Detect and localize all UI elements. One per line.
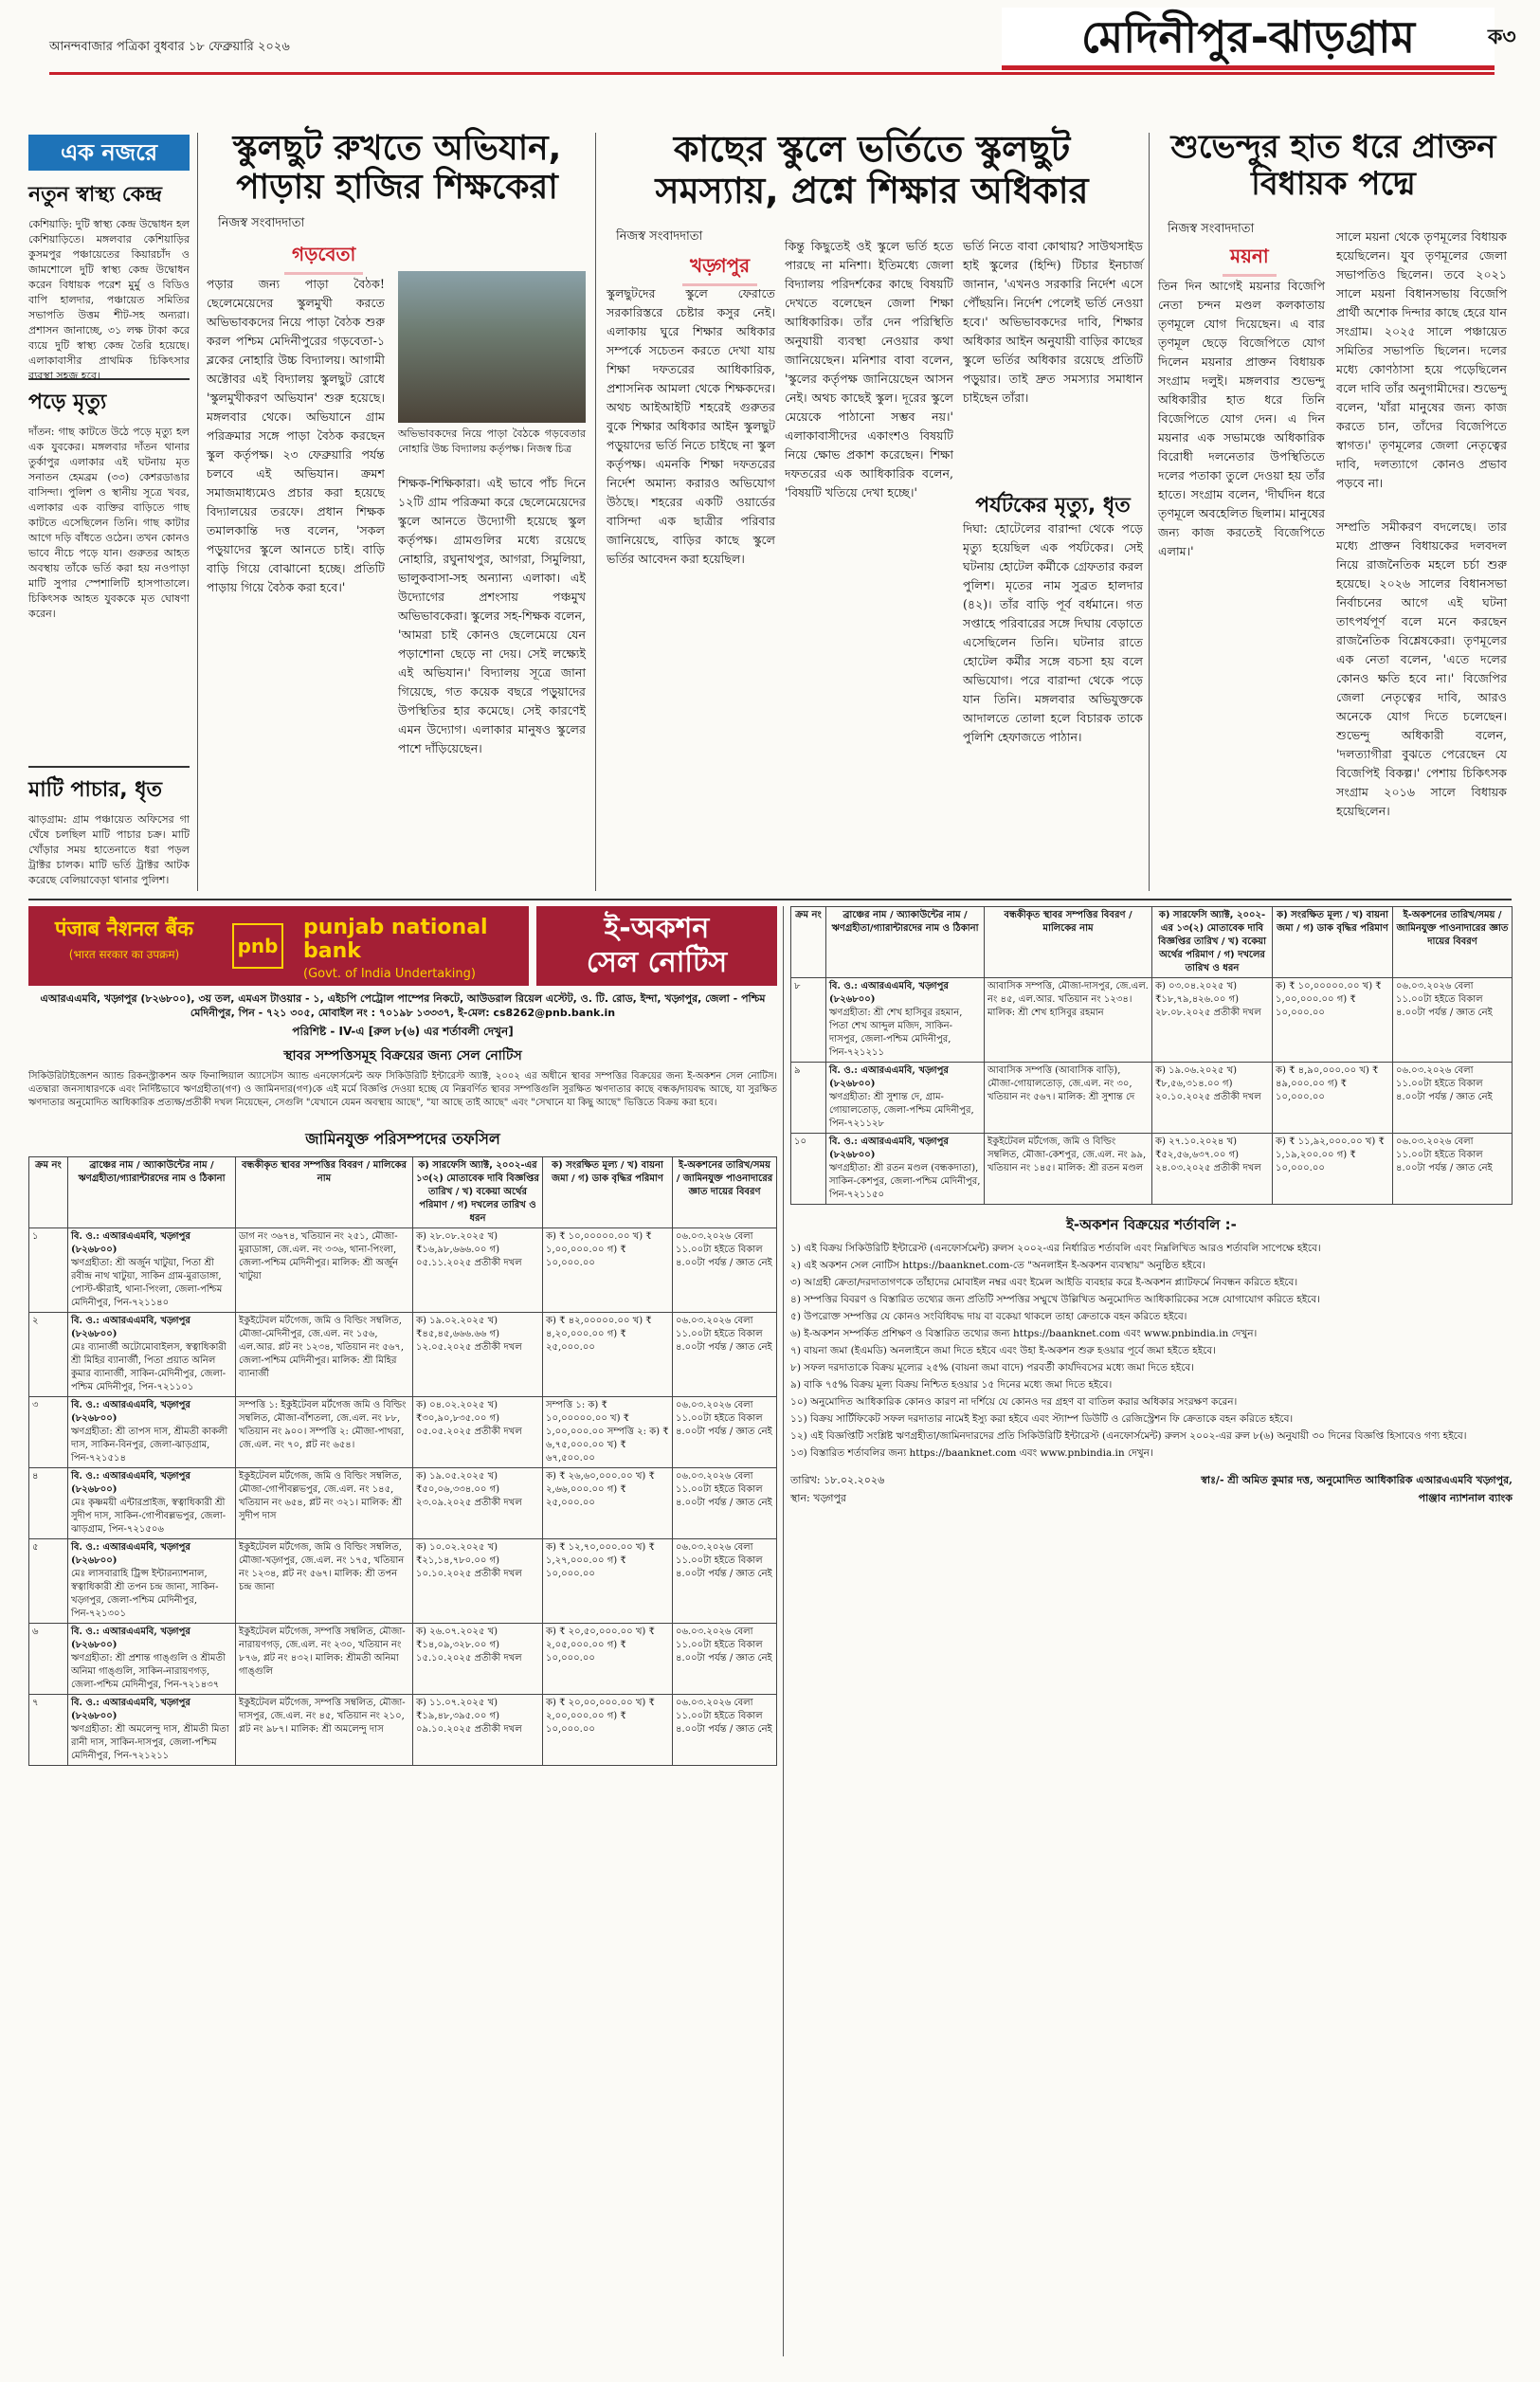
cell-serial: ৯ — [791, 1063, 826, 1134]
cell-property: আবাসিক সম্পত্তি (আবাসিক বাড়ি), মৌজা-গোয়ালতোড়, জে.এল. নং ৩০, খতিয়ান নং ৫৬৭। মালিক: শ্রী সুশান্ত দে — [985, 1063, 1152, 1134]
cell-borrower — [68, 1397, 236, 1468]
ad-sale-heading: স্থাবর সম্পত্তিসমূহ বিক্রয়ের জন্য সেল নোটিস — [283, 1048, 522, 1064]
terms-item: ১১) বিক্রয় সার্টিফিকেট সফল দরদাতার নামেই ইস্যু করা হইবে এবং স্ট্যাম্প ডিউটি ও রেজিস্ট্রেশন ফি ক্রেতাকে বহন করিতে হইবে। — [790, 1413, 1294, 1425]
cell-borrower-text: ঋণগ্রহীতা: শ্রী অমলেন্দু দাস, শ্রীমতী মিতা রানী দাস, সাকিন-দাসপুর, জেলা-পশ্চিম মেদিনীপুর, পিন-৭২১২১১ — [71, 1724, 229, 1761]
terms-item: ৫) উপরোক্ত সম্পত্তির যে কোনও সংবিধিবদ্ধ দায় বা বকেয়া থাকলে তাহা ক্রেতাকে বহন করিতে হইবে। — [790, 1311, 1187, 1322]
cell-auction: ০৬.০৩.২০২৬ বেলা ১১.০০টা হইতে বিকাল ৪.০০টা পর্যন্ত / জ্ঞাত নেই — [673, 1228, 777, 1313]
table-row — [29, 1228, 777, 1313]
cell-dates: ক) ১৯.০২.২০২৫ খ) ₹৪৫,৪৫,৬৬৬.৬৬ গ) ১২.০৫.২০২৫ প্রতীকী দখল — [413, 1313, 543, 1397]
ad-footer — [790, 1472, 1513, 1508]
cell-dates: ক) ২৬.০৭.২০২৫ খ) ₹১৪,০৯,৩২৮.০০ গ) ১৫.১০.২০২৫ প্রতীকী দখল — [413, 1624, 543, 1695]
cell-branch: বি. ও.: এআরএএমবি, খড়্গপুর (৮২৬৮০০) — [71, 1698, 190, 1721]
cell-dates: ক) ১৯.০৫.২০২৫ খ) ₹৫০,০৬,৩৩৪.০০ গ) ২৩.০৯.২০২৫ প্রতীকী দখল — [413, 1468, 543, 1539]
bank-tagline-hindi: (भारत सरकार का उपक्रम) — [68, 948, 180, 961]
ad-date: তারিখ: ১৮.০২.২০২৬ — [790, 1474, 885, 1486]
cell-branch: বি. ও.: এআরএএমবি, খড়্গপুর (৮২৬৮০০) — [829, 1065, 949, 1089]
story3-byline: নিজস্ব সংবাদদাতা — [1168, 222, 1255, 236]
cell-price: ক) ₹ ৪,৯০,০০০.০০ খ) ₹ ৪৯,০০০.০০ গ) ₹ ১০,০০০.০০ — [1273, 1063, 1393, 1134]
table-row — [29, 1397, 777, 1468]
cell-auction: ০৬.০৩.২০২৬ বেলা ১১.০০টা হইতে বিকাল ৪.০০টা পর্যন্ত / জ্ঞাত নেই — [673, 1539, 777, 1624]
cell-auction: ০৬.০৩.২০২৬ বেলা ১১.০০টা হইতে বিকাল ৪.০০টা পর্যন্ত / জ্ঞাত নেই — [673, 1313, 777, 1397]
sidebar-heading-1: নতুন স্বাস্থ্য কেন্দ্র — [28, 183, 162, 207]
story1-location-wrap — [284, 241, 363, 275]
table-row — [791, 978, 1513, 1063]
cell-borrower-text: মেঃ কৃষ্ণময়ী এন্টারপ্রাইজ, স্বত্বাধিকারী শ্রী সুদীপ দাস, সাকিন-গোপীবল্লভপুর, জেলা-ঝাড়গ্রাম, পিন-৭২১৫০৬ — [71, 1498, 226, 1535]
schedule-title: জামিনযুক্ত পরিসম্পদের তফসিল — [305, 1130, 500, 1148]
cell-serial: ২ — [29, 1313, 68, 1397]
table-header-row — [29, 1157, 777, 1228]
story1-column-a: পড়ার জন্য পাড়া বৈঠক! ছেলেমেয়েদের স্কুলমুখী করতে অভিভাবকদের নিয়ে পাড়া বৈঠক শুরু করল পশ্চিম মেদিনীপুরের গড়বেতা-১ ব্লকের নোহারি উচ্চ বিদ্যালয়। আগামী অক্টোবর এই বিদ্যালয় স্কুলছুট রোধে 'স্কুলমুখীকরণ অভিযান' শুরু হয়েছে। মঙ্গলবার থেকে। অভিযানে গ্রাম পরিক্রমার সঙ্গে পাড়া বৈঠক করছেন স্কুল কর্তৃপক্ষ। ২৩ ফেব্রুয়ারি পর্যন্ত চলবে এই অভিযান। ক্রমশ সমাজমাধ্যমেও প্রচার করা হয়েছে বিদ্যালয়ের তরফে। প্রধান শিক্ষক তমালকান্তি দত্ত বলেন, 'সকল পড়ুয়াদের স্কুলে আনতে চাই। বাড়ি বাড়ি গিয়ে বোঝানো হচ্ছে। প্রতিটি পাড়ায় গিয়ে বৈঠক করা হবে।' — [207, 277, 385, 594]
story2-location-wrap — [682, 252, 757, 286]
col-header-serial: ক্রম নং — [791, 907, 826, 978]
cell-property: ইকুইটেবল মর্টগেজ, জমি ও বিল্ডিং সম্বলিত, মৌজা-খড়্গপুর, জে.এল. নং ১৭৫, খতিয়ান নং ১২৩৪, প্লট নং ৫৬৭। মালিক: শ্রী তপন চন্দ্র জানা — [236, 1539, 413, 1624]
story2-location: খড়্গপুর — [682, 252, 757, 286]
cell-borrower-text: ঋণগ্রহীতা: শ্রী শেখ হাসিবুর রহমান, পিতা শেখ আব্দুল মজিদ, সাকিন-দাসপুর, জেলা-পশ্চিম মেদিনীপুর, পিন-৭২১২১১ — [829, 1008, 963, 1058]
cell-property: ইকুইটেবল মর্টগেজ, জমি ও বিল্ডিং সম্বলিত, মৌজা-গোপীবল্লভপুর, জে.এল. নং ১৪৫, খতিয়ান নং ৬৫৪, প্লট নং ৩২১। মালিক: শ্রী সুদীপ দাস — [236, 1468, 413, 1539]
cell-price: ক) ₹ ১২,৭০,০০০.০০ খ) ₹ ১,২৭,০০০.০০ গ) ₹ ১০,০০০.০০ — [543, 1539, 673, 1624]
cell-serial: ৪ — [29, 1468, 68, 1539]
section-title: মেদিনীপুর-ঝাড়গ্রাম — [1080, 11, 1416, 63]
terms-item: ৭) বায়না জমা (ইএমডি) অনলাইনে জমা দিতে হইবে এবং উহা ই-অকশন শুরু হওয়ার পূর্বে জমা হইতে হইবে। — [790, 1345, 1216, 1356]
story3-column-c: সম্প্রতি সমীকরণ বদলেছে। তার মধ্যে প্রাক্তন বিধায়কের দলবদল নিয়ে রাজনৈতিক মহলে চর্চা শুরু হয়েছে। ২০২৬ সালের বিধানসভা নির্বাচনের আগে এই ঘটনা তাৎপর্যপূর্ণ বলে মনে করছেন রাজনৈতিক বিশ্লেষকেরা। তৃণমূলের এক নেতা বলেন, 'এতে দলের কোনও ক্ষতি হবে না।' বিজেপির জেলা নেতৃত্বের দাবি, আরও অনেকে যোগ দিতে চলেছেন। শুভেন্দু অধিকারী বলেন, 'দলত্যাগীরা বুঝতে পেরেছেন যে বিজেপিই বিকল্প।' পেশায় চিকিৎসক সংগ্রাম ২০১৬ সালে বিধায়ক হয়েছিলেন। — [1336, 519, 1507, 818]
story2-column-c: ভর্তি নিতে বাবা কোথায়? সাউথসাইড হাই স্কুলের (হিন্দি) টিচার ইনচার্জ জানান, 'এখনও সরকারি নির্দেশ এসে পৌঁছয়নি। নির্দেশ পেলেই ভর্তি নেওয়া হবে।' অভিভাবকদের দাবি, শিক্ষার অধিকার আইন অনুযায়ী বাড়ির কাছের স্কুলে ভর্তির অধিকার রয়েছে প্রতিটি পড়ুয়ার। তাই দ্রুত সমস্যার সমাধান চাইছেন তাঁরা। — [963, 239, 1143, 405]
ad-signature: স্বাঃ/- শ্রী অমিত কুমার দত্ত, অনুমোদিত আধিকারিক এআরএএমবি খড়্গপুর, পাঞ্জাব ন্যাশনাল ব্যাংক — [1201, 1474, 1513, 1504]
col-header-price: ক) সংরক্ষিত মূল্য / খ) বায়না জমা / গ) ডাক বৃদ্ধির পরিমাণ — [1273, 907, 1393, 978]
cell-borrower-text: মেঃ লাসবারাহি ট্রিপ্স ইন্টারন্যাশনাল, স্বত্বাধিকারী শ্রী তপন চন্দ্র জানা, সাকিন-খড়্গপুর, জেলা-পশ্চিম মেদিনীপুর, পিন-৭২১৩০১ — [71, 1569, 219, 1619]
story1-byline: নিজস্ব সংবাদদাতা — [218, 216, 305, 230]
cell-borrower — [826, 978, 985, 1063]
story2-headline: কাছের স্কুলে ভর্তিতে স্কুলছুট সমস্যায়, প্রশ্নে শিক্ষার অধিকার — [655, 128, 1089, 211]
sidebar-heading-3: মাটি পাচার, ধৃত — [28, 766, 190, 809]
terms-item: ১৩) বিস্তারিত শর্তাবলির জন্য https://baanknet.com এবং www.pnbindia.in দেখুন। — [790, 1447, 1153, 1459]
sidebar-text-1: কেশিয়াড়ি: দুটি স্বাস্থ্য কেন্দ্র উদ্বোধন হল কেশিয়াড়িতে। মঙ্গলবার কেশিয়াড়ির কুসমপুর পঞ্চায়েতের কিয়ারচাঁদ ও জামশোলে দুটি স্বাস্থ্য কেন্দ্র উদ্বোধন করেন বিধায়ক পরেশ মুর্মু ও বিডিও বাপি হালদার, পঞ্চায়েত সমিতির সভাপতি উত্তম শীট-সহ অন্যরা। প্রশাসন জানাচ্ছে, ৩১ লক্ষ টাকা করে ব্যয়ে দুটি স্বাস্থ্য কেন্দ্র তৈরি হয়েছে। এলাকাবাসীর প্রাথমিক চিকিৎসার ব্যবস্থা সহজ হবে। — [28, 218, 190, 382]
pnb-logo-mark: pnb — [232, 923, 284, 969]
cell-borrower-text: ঋণগ্রহীতা: শ্রী তাপস দাস, শ্রীমতী কাকলী দাস, সাকিন-বিনপুর, জেলা-ঝাড়গ্রাম, পিন-৭২১৫১৪ — [71, 1427, 228, 1464]
terms-item: ১০) অনুমোদিত আধিকারিক কোনও কারণ না দর্শিয়ে যে কোনও দর গ্রহণ বা বাতিল করার অধিকার সংরক্ষণ করেন। — [790, 1396, 1238, 1408]
col-header-serial: ক্রম নং — [29, 1157, 68, 1228]
cell-price: ক) ₹ ৪২,০০০০০.০০ খ) ₹ ৪,২০,০০০.০০ গ) ₹ ২৫,০০০.০০ — [543, 1313, 673, 1397]
cell-property: ইকুইটেবল মর্টগেজ, জমি ও বিল্ডিং সম্বলিত, মৌজা-কেশপুর, জে.এল. নং ৯৯, খতিয়ান নং ১৪৫। মালিক: শ্রী রতন মণ্ডল — [985, 1134, 1152, 1205]
story2-column-a: স্কুলছুটদের স্কুলে ফেরাতে সরকারিস্তরে চেষ্টার কসুর নেই। এলাকায় ঘুরে শিক্ষার অধিকার সম্পর্কে সচেতন করতে দেখা যায় শিক্ষা দফতরের আধিকারিক, প্রশাসনিক আমলা থেকে শিক্ষকদের। অথচ আইআইটি শহরেই গুরুতর বুকে শিক্ষার অধিকার আইন স্কুলছুট পড়ুয়াদের ভর্তি নিতে চাইছে না স্কুল কর্তৃপক্ষ। এমনকি শিক্ষা দফতরের নির্দেশ অমান্য করারও অভিযোগ উঠছে। শহরের একটি ওয়ার্ডের বাসিন্দা এক ছাত্রীর পরিবার জানিয়েছে, বাড়ির কাছে স্কুলে ভর্তির আবেদন করা হয়েছিল। — [607, 286, 775, 566]
terms-item: ৯) বাকি ৭৫% বিক্রয় মূল্য বিক্রয় নিশ্চিত হওয়ার ১৫ দিনের মধ্যে জমা দিতে হইবে। — [790, 1379, 1113, 1391]
cell-price: ক) ₹ ২৬,৬০,০০০.০০ খ) ₹ ২,৬৬,০০০.০০ গ) ₹ ২৫,০০০.০০ — [543, 1468, 673, 1539]
cell-branch: বি. ও.: এআরএএমবি, খড়্গপুর (৮২৬৮০০) — [71, 1542, 190, 1566]
table-header-row — [791, 907, 1513, 978]
cell-dates: ক) ০৩.০৪.২০২৫ খ) ₹১৮,৭৯,৪২৬.০০ গ) ২৮.০৮.২০২৫ প্রতীকী দখল — [1152, 978, 1273, 1063]
sidebar-title: এক নজরে — [28, 135, 190, 171]
terms-item: ১) এই বিক্রয় সিকিউরিটি ইন্টারেস্ট (এনফোর্সমেন্ট) রুলস ২০০২-এর নির্ধারিত শর্তাবলি এবং নিম্নলিখিত আরও শর্তাবলি সাপেক্ষে হইবে। — [790, 1243, 1321, 1254]
ad-appendix: পরিশিষ্ট - IV-এ [রুল ৮(৬) এর শর্তাবলী দেখুন] — [292, 1025, 514, 1038]
pnb-english-block — [296, 906, 529, 986]
ad-intro: সিকিউরিটাইজেশন অ্যান্ড রিকনস্ট্রাকশন অফ ফিনান্সিয়াল অ্যাসেটস অ্যান্ড এনফোর্সমেন্ট অফ সিকিউরিটি ইন্টারেস্ট অ্যাক্ট, ২০০২ এর অধীনে স্থাবর সম্পত্তির বিক্রয়ের জন্য ই-অকশন সেল নোটিস। এতদ্বারা জনসাধারণকে এবং নির্দিষ্টভাবে ঋণগ্রহীতা(গণ) ও জামিনদার(গণ)কে এই মর্মে বিজ্ঞপ্তি দেওয়া হচ্ছে যে নিম্নবর্ণিত স্থাবর সম্পত্তিগুলি সুরক্ষিত ঋণদাতার কাছে বন্ধক/দায়বদ্ধ আছে, যা সুরক্ষিত ঋণদাতার অনুমোদিত আধিকারিক প্রত্যক্ষ/প্রতীকী দখল নিয়েছেন, সেগুলি "যেখানে যেমন অবস্থায় আছে", "যা আছে তাই আছে" এবং "সেখানে যা কিছু আছে" ভিত্তিতে বিক্রয় করা হবে। — [28, 1071, 777, 1108]
cell-borrower — [68, 1695, 236, 1766]
pnb-ad-right — [790, 906, 1513, 2356]
terms-item: ৩) আগ্রহী ক্রেতা/দরদাতাগণকে তাঁহাদের মোবাইল নম্বর এবং ইমেল আইডি ব্যবহার করে ই-অকশন প্ল্যাটফর্মে নিবন্ধন করিতে হইবে। — [790, 1277, 1298, 1288]
cell-auction: ০৬.০৩.২০২৬ বেলা ১১.০০টা হইতে বিকাল ৪.০০টা পর্যন্ত / জ্ঞাত নেই — [673, 1624, 777, 1695]
col-header-borrower: ব্রাঞ্চের নাম / অ্যাকাউন্টের নাম / ঋণগ্রহীতা/গ্যারান্টারদের নাম ও ঠিকানা — [826, 907, 985, 978]
col-header-borrower: ব্রাঞ্চের নাম / অ্যাকাউন্টের নাম / ঋণগ্রহীতা/গ্যারান্টারদের নাম ও ঠিকানা — [68, 1157, 236, 1228]
terms-item: ৮) সফল দরদাতাকে বিক্রয় মূল্যের ২৫% (বায়না জমা বাদে) পরবর্তী কার্যদিবসের মধ্যে জমা দিতে হইবে। — [790, 1362, 1195, 1373]
terms-list — [790, 1242, 1513, 1461]
column-rule — [197, 133, 198, 891]
cell-branch: বি. ও.: এআরএএমবি, খড়্গপুর (৮২৬৮০০) — [829, 1136, 949, 1160]
cell-auction: ০৬.০৩.২০২৬ বেলা ১১.০০টা হইতে বিকাল ৪.০০টা পর্যন্ত / জ্ঞাত নেই — [673, 1695, 777, 1766]
cell-auction: ০৬.০৩.২০২৬ বেলা ১১.০০টা হইতে বিকাল ৪.০০টা পর্যন্ত / জ্ঞাত নেই — [1393, 1134, 1513, 1205]
auction-table-left — [28, 1156, 777, 1766]
cell-serial: ১ — [29, 1228, 68, 1313]
story3-column-b: সালে ময়না থেকে তৃণমূলের বিধায়ক হয়েছিলেন। যুব তৃণমূলের জেলা সভাপতিও ছিলেন। তবে ২০২১ সালে ময়না বিধানসভায় বিজেপি প্রার্থী অশোক দিন্দার কাছে হেরে যান সংগ্রাম। ২০২৫ সালে পঞ্চায়েত সমিতির সভাপতি ছিলেন। দলের মধ্যে কোণঠাসা হয়ে পড়েছিলেন বলে দাবি তাঁর অনুগামীদের। শুভেন্দু বলেন, 'যাঁরা মানুষের জন্য কাজ করতে চান, তাঁদের বিজেপিতে স্বাগত।' তৃণমূলের জেলা নেতৃত্বের দাবি, দলত্যাগে কোনও প্রভাব পড়বে না। — [1336, 229, 1507, 490]
auction-title-2: সেল নোটিস — [586, 946, 728, 979]
table-row — [791, 1134, 1513, 1205]
auction-title-1: ই-অকশন — [604, 912, 710, 945]
table-row — [29, 1468, 777, 1539]
cell-price: ক) ₹ ১০,০০০০০.০০ খ) ₹ ১,০০,০০০.০০ গ) ₹ ১০,০০০.০০ — [543, 1228, 673, 1313]
cell-serial: ৬ — [29, 1624, 68, 1695]
cell-auction: ০৬.০৩.২০২৬ বেলা ১১.০০টা হইতে বিকাল ৪.০০টা পর্যন্ত / জ্ঞাত নেই — [673, 1397, 777, 1468]
cell-borrower — [826, 1063, 985, 1134]
col-header-property: বন্ধকীকৃত স্থাবর সম্পত্তির বিবরণ / মালিকের নাম — [236, 1157, 413, 1228]
col-header-dates: ক) সারফেসি অ্যাক্ট, ২০০২-এর ১৩(২) মোতাবেক দাবি বিজ্ঞপ্তির তারিখ / খ) বকেয়া অর্থের পরিমাণ / গ) দখলের তারিখ ও ধরন — [1152, 907, 1273, 978]
cell-price: ক) ₹ ১০,০০০০০.০০ খ) ₹ ১,০০,০০০.০০ গ) ₹ ১০,০০০.০০ — [1273, 978, 1393, 1063]
cell-serial: ৮ — [791, 978, 826, 1063]
terms-item: ২) এই অকশন সেল নোটিস https://baanknet.com-তে "অনলাইন ই-অকশন ব্যবস্থায়" অনুষ্ঠিত হইবে। — [790, 1260, 1205, 1271]
cell-price: ক) ₹ ১১,৯২,০০০.০০ খ) ₹ ১,১৯,২০০.০০ গ) ₹ ১০,০০০.০০ — [1273, 1134, 1393, 1205]
table-row — [29, 1313, 777, 1397]
auction-title-block — [536, 906, 777, 986]
cell-serial: ৩ — [29, 1397, 68, 1468]
cell-serial: ১০ — [791, 1134, 826, 1205]
story3-headline: শুভেন্দুর হাত ধরে প্রাক্তন বিধায়ক পদ্মে — [1170, 128, 1496, 204]
col-header-dates: ক) সারফেসি অ্যাক্ট, ২০০২-এর ১৩(২) মোতাবেক দাবি বিজ্ঞপ্তির তারিখ / খ) বকেয়া অর্থের পরিমাণ / গ) দখলের তারিখ ও ধরন — [413, 1157, 543, 1228]
cell-price: ক) ₹ ২০,৫০,০০০.০০ খ) ₹ ২,০৫,০০০.০০ গ) ₹ ১০,০০০.০০ — [543, 1624, 673, 1695]
story2-sub-text: দিঘা: হোটেলের বারান্দা থেকে পড়ে মৃত্যু হয়েছিল এক পর্যটকের। সেই ঘটনায় হোটেল কর্মীকে গ্রেফতার করল পুলিশ। মৃতের নাম সুব্রত হালদার (৪২)। তাঁর বাড়ি পূর্ব বর্ধমানে। গত সপ্তাহে পরিবারের সঙ্গে দিঘায় বেড়াতে এসেছিলেন তিনি। ঘটনার রাতে হোটেল কর্মীর সঙ্গে বচসা হয় বলে অভিযোগ। পরে বারান্দা থেকে পড়ে যান তিনি। মঙ্গলবার অভিযুক্তকে আদালতে তোলা হলে বিচারক তাকে পুলিশি হেফাজতে পাঠান। — [963, 521, 1143, 744]
cell-dates: ক) ২৮.০৮.২০২৫ খ) ₹১৬,৯৮,৬৬৬.০০ গ) ০৫.১১.২০২৫ প্রতীকী দখল — [413, 1228, 543, 1313]
cell-dates: ক) ১১.০৭.২০২৫ খ) ₹১৯,৪৮,৩৯৫.০০ গ) ০৯.১০.২০২৫ প্রতীকী দখল — [413, 1695, 543, 1766]
story2-byline: নিজস্ব সংবাদদাতা — [616, 229, 703, 244]
column-rule — [1149, 133, 1150, 891]
story1-headline: স্কুলছুট রুখতে অভিযান, পাড়ায় হাজির শিক্ষকেরা — [232, 129, 562, 208]
terms-item: ৬) ই-অকশন সম্পর্কিত প্রশিক্ষণ ও বিস্তারিত তথ্যের জন্য https://baanknet.com এবং www.pnbindia.in দেখুন। — [790, 1328, 1258, 1339]
col-header-property: বন্ধকীকৃত স্থাবর সম্পত্তির বিবরণ / মালিকের নাম — [985, 907, 1152, 978]
header-rule — [49, 72, 1495, 75]
bank-name-en: punjab national bank — [303, 916, 488, 963]
story1-column-b: শিক্ষক-শিক্ষিকারা। এই ভাবে পাঁচ দিনে ১২টি গ্রাম পরিক্রমা করে ছেলেমেয়েদের স্কুলে আনতে উদ্যোগী হয়েছে স্কুল কর্তৃপক্ষ। গ্রামগুলির মধ্যে রয়েছে নোহারি, রঘুনাথপুর, আগরা, সিমুলিয়া, ভালুকবাসা-সহ অন্যান্য এলাকা। এই উদ্যোগের প্রশংসায় পঞ্চমুখ অভিভাবকেরা। স্কুলের সহ-শিক্ষক বলেন, 'আমরা চাই কোনও ছেলেমেয়ে যেন পড়াশোনা ছেড়ে না দেয়। সেই লক্ষ্যেই এই অভিযান।' বিদ্যালয় সূত্রে জানা গিয়েছে, গত কয়েক বছরে পড়ুয়াদের উপস্থিতির হার কমেছে। সেই কারণেই এমন উদ্যোগ। এলাকার মানুষও স্কুলের পাশে দাঁড়িয়েছেন। — [398, 476, 586, 755]
cell-auction: ০৬.০৩.২০২৬ বেলা ১১.০০টা হইতে বিকাল ৪.০০টা পর্যন্ত / জ্ঞাত নেই — [1393, 1063, 1513, 1134]
cell-property: ইকুইটেবল মর্টগেজ, সম্পত্তি সম্বলিত, মৌজা-নারায়ণগড়, জে.এল. নং ২৩০, খতিয়ান নং ৮৭৬, প্লট নং ৪৩২। মালিক: শ্রীমতী অনিমা গাঙ্গুলি — [236, 1624, 413, 1695]
section-masthead — [1002, 8, 1495, 70]
cell-branch: বি. ও.: এআরএএমবি, খড়্গপুর (৮২৬৮০০) — [829, 981, 949, 1005]
cell-property: ইকুইটেবল মর্টগেজ, জমি ও বিল্ডিং সম্বলিত, মৌজা-মেদিনীপুর, জে.এল. নং ১৫৬, এল.আর. প্লট নং ১২৩৪, খতিয়ান নং ৫৬৭, জেলা-পশ্চিম মেদিনীপুর। মালিক: শ্রী মিহির ব্যানার্জী — [236, 1313, 413, 1397]
cell-borrower — [68, 1624, 236, 1695]
terms-title: ই-অকশন বিক্রয়ের শর্তাবলি :- — [1066, 1216, 1237, 1233]
column-rule — [595, 133, 596, 891]
cell-property: আবাসিক সম্পত্তি, মৌজা-দাসপুর, জে.এল. নং ৪৫, এল.আর. খতিয়ান নং ১২৩৪। মালিক: শ্রী শেখ হাসিবুর রহমান — [985, 978, 1152, 1063]
cell-borrower-text: ঋণগ্রহীতা: শ্রী সুশান্ত দে, গ্রাম-গোয়ালতোড়, জেলা-পশ্চিম মেদিনীপুর, পিন-৭২১১২৮ — [829, 1092, 974, 1129]
cell-borrower — [68, 1468, 236, 1539]
cell-branch: বি. ও.: এআরএএমবি, খড়্গপুর (৮২৬৮০০) — [71, 1231, 190, 1255]
cell-auction: ০৬.০৩.২০২৬ বেলা ১১.০০টা হইতে বিকাল ৪.০০টা পর্যন্ত / জ্ঞাত নেই — [673, 1468, 777, 1539]
cell-serial: ৭ — [29, 1695, 68, 1766]
cell-borrower — [826, 1134, 985, 1205]
cell-borrower-text: ঋণগ্রহীতা: শ্রী প্রশান্ত গাঙ্গুলি ও শ্রীমতী অনিমা গাঙ্গুলি, সাকিন-নারায়ণগড়, জেলা-পশ্চিম মেদিনীপুর, পিন-৭২১৪৩৭ — [71, 1653, 226, 1690]
col-header-auction: ই-অকশনের তারিখ/সময় / জামিনযুক্ত পাওনাদারের জ্ঞাত দায়ের বিবরণ — [1393, 907, 1513, 978]
cell-borrower-text: ঋণগ্রহীতা: শ্রী অর্জুন খাটুয়া, পিতা শ্রী রবীন্দ্র নাথ খাটুয়া, সাকিন গ্রাম-মুরাডাঙ্গা, পোস্ট-ক্ষীরাই, থানা-পিংলা, জেলা-পশ্চিম মেদিনীপুর, পিন-৭২১১৪০ — [71, 1258, 223, 1308]
cell-dates: ক) ১৯.০৬.২০২৫ খ) ₹৮,৫৬,৩১৪.০০ গ) ২০.১০.২০২৫ প্রতীকী দখল — [1152, 1063, 1273, 1134]
cell-auction: ০৬.০৩.২০২৬ বেলা ১১.০০টা হইতে বিকাল ৪.০০টা পর্যন্ত / জ্ঞাত নেই — [1393, 978, 1513, 1063]
cell-branch: বি. ও.: এআরএএমবি, খড়্গপুর (৮২৬৮০০) — [71, 1627, 190, 1650]
cell-borrower-text: মেঃ ব্যানার্জী অটোমোবাইলস, স্বত্বাধিকারী শ্রী মিহির ব্যানার্জী, পিতা প্রয়াত অনিল কুমার ব্যানার্জী, সাকিন-মেদিনীপুর, জেলা-পশ্চিম মেদিনীপুর, পিন-৭২১১০১ — [71, 1342, 226, 1392]
table-row — [791, 1063, 1513, 1134]
sidebar-text-3: ঝাড়গ্রাম: গ্রাম পঞ্চায়েত অফিসের গা ঘেঁষে চলছিল মাটি পাচার চক্র। মাটি খোঁড়ার সময় হাতেনাতে ধরা পড়ল ট্রাক্টর চালক। মাটি ভর্তি ট্রাক্টর আটক করেছে বেলিয়াবেড়া থানার পুলিশ। — [28, 813, 190, 886]
sidebar-text-2: দাঁতন: গাছ কাটতে উঠে পড়ে মৃত্যু হল এক যুবকের। মঙ্গলবার দাঁতন থানার তুর্কাপুর এলাকার এই ঘটনায় মৃত সনাতন হেমব্রম (৩৩) কেশরডাঙার বাসিন্দা। পুলিশ ও স্থানীয় সূত্রে খবর, এলাকার এক ব্যক্তির বাড়িতে গাছ কাটতে এসেছিলেন তিনি। গাছ কাটার আগে দড়ি বাঁধতে ওঠেন। তখন কোনও ভাবে নীচে পড়ে যান। গুরুতর আহত অবস্থায় তাঁকে ভর্তি করা হয় নওপাড়া মাটি সুপার স্পেশালিটি হাসপাতালে। চিকিৎসক আহত যুবককে মৃত ঘোষণা করেন। — [28, 426, 190, 620]
cell-dates: ক) ১০.০২.২০২৫ খ) ₹২১,১৪,৭৮০.০০ গ) ১০.১০.২০২৫ প্রতীকী দখল — [413, 1539, 543, 1624]
cell-price: ক) ₹ ২০,০০,০০০.০০ খ) ₹ ২,০০,০০০.০০ গ) ₹ ১০,০০০.০০ — [543, 1695, 673, 1766]
page-code: ক৩ — [1488, 26, 1516, 49]
pnb-ad-left — [28, 906, 777, 2356]
col-header-price: ক) সংরক্ষিত মূল্য / খ) বায়না জমা / গ) ডাক বৃদ্ধির পরিমাণ — [543, 1157, 673, 1228]
cell-dates: ক) ০৪.০২.২০২৫ খ) ₹৩০,৯০,৮৩৫.০০ গ) ০৫.০৫.২০২৫ প্রতীকী দখল — [413, 1397, 543, 1468]
cell-serial: ৫ — [29, 1539, 68, 1624]
cell-property: সম্পত্তি ১: ইকুইটেবল মর্টগেজ জমি ও বিল্ডিং সম্বলিত, মৌজা-বাঁশতলা, জে.এল. নং ৮৮, খতিয়ান নং ৯০০। সম্পত্তি ২: মৌজা-পাথরা, জে.এল. নং ৭০, প্লট নং ৬৫৪। — [236, 1397, 413, 1468]
table-row — [29, 1624, 777, 1695]
story3-column-a: তিন দিন আগেই ময়নার বিজেপি নেতা চন্দন মণ্ডল কলকাতায় তৃণমূলে যোগ দিয়েছেন। এ বার তৃণমূল ছেড়ে বিজেপিতে যোগ দিলেন ময়নার প্রাক্তন বিধায়ক সংগ্রাম দলুই। মঙ্গলবার শুভেন্দু অধিকারীর হাত ধরে তিনি বিজেপিতে যোগ দেন। এ দিন ময়নার এক সভামঞ্চে অধিকারিক বিরোধী দলনেতার উপস্থিতিতে দলের পতাকা তুলে দেওয়া হয় তাঁর হাতে। সংগ্রাম বলেন, 'দীর্ঘদিন ধরে তৃণমূলে অবহেলিত ছিলাম। মানুষের জন্য কাজ করতেই বিজেপিতে এলাম।' — [1158, 279, 1325, 558]
cell-property: ডাগ নং ৩৬৭৪, খতিয়ান নং ২৫১, মৌজা-মুরাডাঙ্গা, জে.এল. নং ৩৩৬, থানা-পিংলা, জেলা-পশ্চিম মেদিনীপুর। মালিক: শ্রী অর্জুন খাটুয়া — [236, 1228, 413, 1313]
cell-price: সম্পত্তি ১: ক) ₹ ১০,০০০০০.০০ খ) ₹ ১,০০,০০০.০০ সম্পত্তি ২: ক) ₹ ৬,৭৫,০০০.০০ খ) ₹ ৬৭,৫০০.০০ — [543, 1397, 673, 1468]
ad-column-rule — [783, 906, 784, 2356]
cell-borrower-text: ঋণগ্রহীতা: শ্রী রতন মণ্ডল (বন্ধকদাতা), সাকিন-কেশপুর, জেলা-পশ্চিম মেদিনীপুর, পিন-৭২১১৫০ — [829, 1163, 981, 1200]
table-row — [29, 1695, 777, 1766]
terms-item: ৪) সম্পত্তির বিবরণ ও বিস্তারিত তথ্যের জন্য প্রতিটি সম্পত্তির সম্মুখে উল্লিখিত অনুমোদিত আধিকারিকের সঙ্গে যোগাযোগ করিতে হইবে। — [790, 1294, 1320, 1305]
table-row — [29, 1539, 777, 1624]
col-header-auction: ই-অকশনের তারিখ/সময় / জামিনযুক্ত পাওনাদারের জ্ঞাত দায়ের বিবরণ — [673, 1157, 777, 1228]
story3-location-wrap — [1223, 243, 1277, 277]
sidebar-box — [28, 135, 190, 893]
ad-place: স্থান: খড়্গপুর — [790, 1492, 846, 1504]
cell-dates: ক) ২৭.১০.২০২৪ খ) ₹৫২,৫৬,৬৩৭.০০ গ) ২৪.০৩.২০২৫ প্রতীকী দখল — [1152, 1134, 1273, 1205]
ad-date-place — [790, 1472, 884, 1508]
pnb-logo — [220, 906, 296, 986]
ad-top-rule — [28, 899, 1512, 900]
story1-photo — [398, 271, 586, 423]
pnb-banner — [28, 906, 777, 986]
auction-table-right — [790, 906, 1513, 1205]
terms-item: ১২) এই বিজ্ঞপ্তিটি সংশ্লিষ্ট ঋণগ্রহীতা/জামিনদারদের প্রতি সিকিউরিটি ইন্টারেস্ট (এনফোর্সমেন্ট) রুলস ২০০২-এর রুল ৮(৬) অনুযায়ী ৩০ দিনের বিজ্ঞপ্তি হিসাবেও গণ্য হইবে। — [790, 1430, 1467, 1442]
story2-column-b: কিন্তু কিছুতেই ওই স্কুলে ভর্তি হতে পারছে না মনিশা। ইতিমধ্যে জেলা বিদ্যালয় পরিদর্শকের কাছে বিষয়টি দেখতে বলেছেন জেলা শিক্ষা আধিকারিক। তাঁর দেন পরিস্থিতি অনুযায়ী ব্যবস্থা নেওয়ার কথা জানিয়েছেন। মনিশার বাবা বলেন, 'স্কুলের কর্তৃপক্ষ জানিয়েছেন আসন নেই। অথচ কাছেই স্কুল। দূরের স্কুলে মেয়েকে পাঠানো সম্ভব নয়।' এলাকাবাসীদের একাংশও বিষয়টি নিয়ে ক্ষোভ প্রকাশ করেছেন। শিক্ষা দফতরের এক আধিকারিক বলেন, 'বিষয়টি খতিয়ে দেখা হচ্ছে।' — [785, 239, 953, 500]
bank-tagline-en: (Govt. of India Undertaking) — [303, 967, 476, 981]
bank-name-hindi: पंजाब नैशनल बैंक — [54, 918, 194, 941]
cell-borrower — [68, 1539, 236, 1624]
cell-property: ইকুইটেবল মর্টগেজ, সম্পত্তি সম্বলিত, মৌজা-দাসপুর, জে.এল. নং ৪৫, খতিয়ান নং ২১০, প্লট নং ৯৮৭। মালিক: শ্রী অমলেন্দু দাস — [236, 1695, 413, 1766]
story1-photo-caption: অভিভাবকদের নিয়ে পাড়া বৈঠকে গড়বেতার নোহারি উচ্চ বিদ্যালয় কর্তৃপক্ষ। নিজস্ব চিত্র — [398, 427, 586, 455]
story3-location: ময়না — [1223, 243, 1277, 277]
paper-date-line: আনন্দবাজার পত্রিকা বুধবার ১৮ ফেব্রুয়ারি ২০২৬ — [49, 40, 290, 54]
ad-address: এআরএএমবি, খড়্গপুর (৮২৬৮০০), ৩য় তল, এমএস টাওয়ার - ১, এইচপি পেট্রোল পাম্পের নিকটে, আউডরাল রিয়েল এস্টেট, ও. টি. রোড, ইন্দা, খড়্গপুর, জেলা - পশ্চিম মেদিনীপুর, পিন - ৭২১ ৩০৫, মোবাইল নং : ৭০১৯৮ ১৩৩৩৭, ই-মেল: cs8262@pnb.bank.in — [40, 992, 766, 1019]
cell-branch: বি. ও.: এআরএএমবি, খড়্গপুর (৮২৬৮০০) — [71, 1400, 190, 1424]
cell-borrower — [68, 1313, 236, 1397]
cell-branch: বি. ও.: এআরএএমবি, খড়্গপুর (৮২৬৮০০) — [71, 1471, 190, 1495]
cell-branch: বি. ও.: এআরএএমবি, খড়্গপুর (৮২৬৮০০) — [71, 1316, 190, 1339]
story2-sub-heading: পর্যটকের মৃত্যু, ধৃত — [975, 494, 1131, 518]
sidebar-heading-2: পড়ে মৃত্যু — [28, 378, 190, 421]
cell-borrower — [68, 1228, 236, 1313]
story1-location: গড়বেতা — [284, 241, 363, 275]
pnb-hindi-block — [28, 906, 220, 986]
